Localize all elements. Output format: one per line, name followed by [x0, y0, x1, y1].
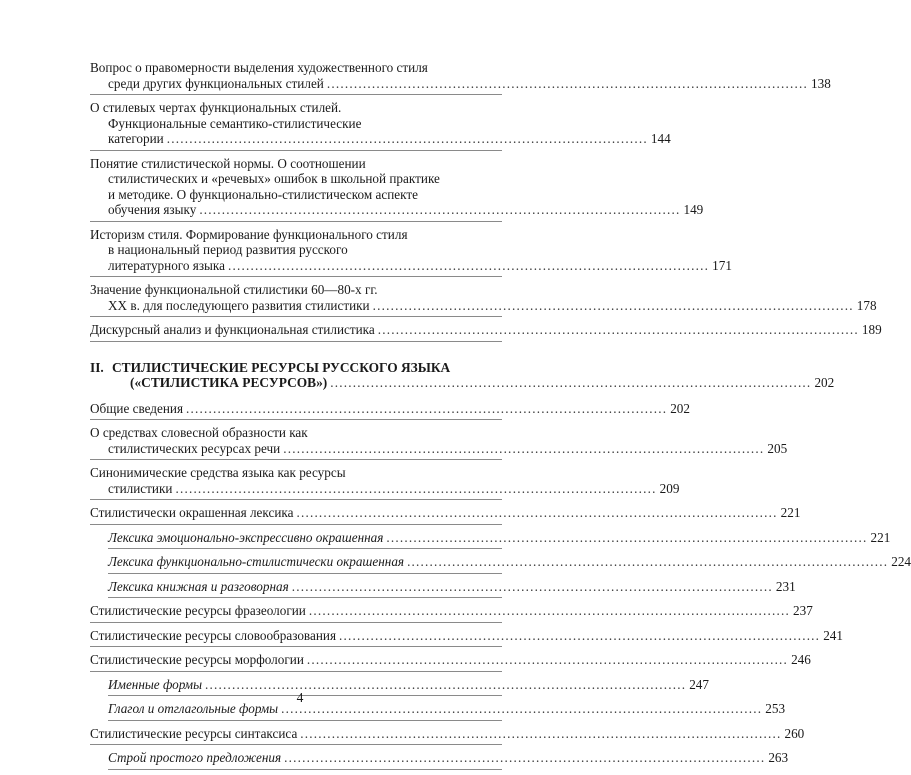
entry-title-line: Лексика книжная и разговорная — [108, 578, 289, 594]
toc-entry[interactable] — [90, 400, 690, 421]
entry-page-number: 209 — [659, 480, 680, 496]
toc-subentry[interactable] — [108, 529, 891, 550]
leader-dots: ........................................................................................................... — [377, 322, 859, 337]
toc-entry[interactable] — [90, 100, 671, 151]
entry-title-line: Глагол и отглагольные формы — [108, 701, 279, 716]
entry-title-line: Понятие стилистической нормы. О соотношении — [90, 155, 366, 171]
toc-subentry[interactable] — [108, 578, 796, 599]
leader-dots: ........................................................................................................... — [291, 578, 773, 594]
leader-dots: ........................................................................................................... — [300, 725, 782, 741]
section-title-line: СТИЛИСТИЧЕСКИЕ РЕСУРСЫ РУССКОГО ЯЗЫКА — [112, 359, 451, 375]
leader-dots: ........................................................................................................... — [199, 202, 681, 217]
page-number: 4 — [296, 690, 304, 705]
leader-dots: ........................................................................................................... — [283, 440, 765, 456]
toc-entry[interactable] — [90, 155, 704, 222]
entry-page-number: 231 — [775, 578, 796, 594]
entry-page-number: 178 — [856, 297, 877, 313]
entry-page-number: 205 — [767, 440, 788, 456]
entry-title-line: XX в. для последующего развития стилистики — [108, 297, 370, 313]
entry-page-number: 253 — [765, 701, 786, 716]
entry-title-line: стилистических ресурсах речи — [108, 440, 281, 456]
entry-title-line: категории — [108, 131, 164, 146]
entry-title-line: обучения языку — [108, 202, 197, 217]
entry-title-line: Историзм стиля. Формирование функционального стиля — [90, 226, 408, 242]
section-page-number: 202 — [814, 375, 835, 390]
toc-entry[interactable] — [90, 282, 877, 317]
entry-title-line: Стилистически окрашенная лексика — [90, 505, 294, 520]
entry-page-number: 237 — [793, 603, 813, 618]
entry-page-number: 260 — [784, 725, 805, 741]
entry-title-line: Функциональные семантико-стилистические — [108, 115, 362, 131]
leader-dots: ........................................................................................................... — [339, 627, 821, 643]
toc-subentry[interactable] — [108, 554, 911, 574]
entry-title-line: Стилистические ресурсы морфологии — [90, 652, 304, 667]
leader-dots: ........................................................................................................... — [306, 652, 789, 667]
entry-page-number: 149 — [683, 202, 704, 217]
table-of-contents — [90, 60, 911, 775]
entry-page-number: 247 — [689, 676, 709, 692]
entry-page-number: 202 — [670, 400, 690, 416]
entry-title-line: Лексика функционально-стилистически окрашенная — [108, 554, 405, 569]
entry-title-line: в национальный период развития русского — [108, 242, 348, 257]
toc-entry[interactable] — [90, 226, 732, 278]
entry-title-line: Стилистические ресурсы словообразования — [90, 627, 337, 643]
leader-dots: ........................................................................................................... — [166, 131, 648, 146]
entry-title-line: Синонимические средства языка как ресурсы — [90, 465, 346, 480]
entry-title-line: и методике. О функционально-стилистическом аспекте — [108, 186, 418, 202]
leader-dots: ........................................................................................................... — [372, 297, 854, 313]
toc-entry[interactable] — [90, 465, 680, 500]
entry-title-line: Стилистические ресурсы фразеологии — [90, 603, 306, 618]
toc-entry[interactable] — [90, 425, 788, 460]
entry-title-line: среди других функциональных стилей — [108, 75, 324, 91]
entry-title-line: стилистики — [108, 480, 173, 496]
toc-entry[interactable] — [90, 627, 843, 648]
entry-page-number: 241 — [823, 627, 843, 643]
toc-subentry[interactable] — [108, 750, 789, 770]
entry-page-number: 138 — [811, 75, 831, 91]
leader-dots: ........................................................................................................... — [407, 554, 889, 569]
entry-page-number: 221 — [780, 505, 801, 520]
section-heading[interactable] — [90, 359, 835, 394]
entry-page-number: 189 — [861, 322, 882, 337]
entry-title-line: литературного языка — [108, 257, 225, 273]
entry-page-number: 224 — [891, 554, 911, 569]
entry-page-number: 246 — [791, 652, 811, 667]
entry-title-line: Лексика эмоционально-экспрессивно окрашенная — [108, 529, 384, 545]
entry-title-line: Именные формы — [108, 676, 203, 692]
entry-title-line: Строй простого предложения — [108, 750, 282, 765]
entry-title-line: Значение функциональной стилистики 60—80-х гг. — [90, 282, 378, 297]
leader-dots: ........................................................................................................... — [296, 505, 778, 520]
entry-page-number: 144 — [650, 131, 671, 146]
leader-dots: ........................................................................................................... — [386, 529, 868, 545]
section-number: II. — [90, 359, 104, 375]
leader-dots: ........................................................................................................... — [308, 603, 791, 618]
leader-dots: ........................................................................................................... — [175, 480, 657, 496]
leader-dots: ........................................................................................................... — [284, 750, 766, 765]
entry-title-line: стилистических и «речевых» ошибок в школьной практике — [108, 171, 440, 186]
entry-page-number: 171 — [712, 257, 732, 273]
entry-title-line: Стилистические ресурсы синтаксиса — [90, 725, 298, 741]
entry-page-number: 221 — [870, 529, 891, 545]
entry-title-line: О стилевых чертах функциональных стилей. — [90, 100, 342, 115]
leader-dots: ........................................................................................................... — [205, 676, 687, 692]
leader-dots: ........................................................................................................... — [227, 257, 710, 273]
section-title-line: («СТИЛИСТИКА РЕСУРСОВ») — [130, 375, 328, 390]
entry-page-number: 263 — [768, 750, 789, 765]
leader-dots: ........................................................................................................... — [326, 75, 809, 91]
leader-dots: ........................................................................................................... — [186, 400, 668, 416]
entry-title-line: Вопрос о правомерности выделения художественного стиля — [90, 60, 428, 75]
toc-entry[interactable] — [90, 505, 801, 525]
toc-entry[interactable] — [90, 725, 805, 746]
leader-dots: ........................................................................................................... — [330, 375, 812, 390]
entry-title-line: Общие сведения — [90, 400, 184, 416]
toc-entry[interactable] — [90, 322, 882, 342]
toc-entry[interactable] — [90, 603, 813, 623]
leader-dots: ........................................................................................................... — [281, 701, 763, 716]
toc-entry[interactable] — [90, 652, 811, 672]
entry-title-line: О средствах словесной образности как — [90, 425, 308, 440]
toc-entry[interactable] — [90, 60, 831, 95]
entry-title-line: Дискурсный анализ и функциональная стилистика — [90, 322, 375, 337]
